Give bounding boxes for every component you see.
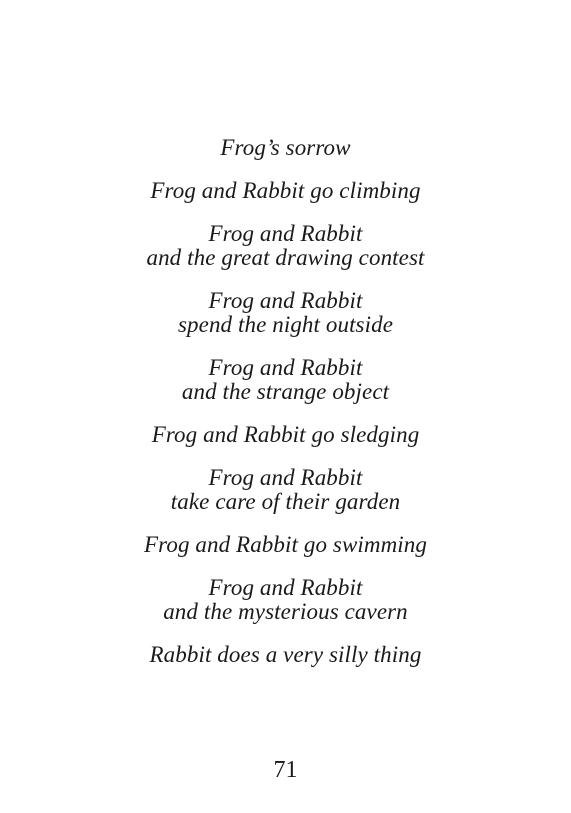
story-title — [0, 533, 571, 557]
story-title-line: Frog and Rabbit — [208, 575, 363, 600]
story-title-line: Frog and Rabbit — [208, 221, 363, 246]
story-title-line: Frog and Rabbit — [208, 465, 363, 490]
story-title-line: and the great drawing contest — [146, 245, 425, 270]
story-title-line: Frog and Rabbit go sledging — [151, 422, 420, 447]
story-title — [0, 643, 571, 667]
story-title-line: Frog and Rabbit go climbing — [150, 178, 421, 203]
story-title-line: Frog and Rabbit go swimming — [144, 532, 427, 557]
story-title — [0, 136, 571, 160]
story-title — [0, 576, 571, 624]
story-title-line: take care of their garden — [170, 489, 401, 514]
story-title — [0, 356, 571, 404]
story-title-line: Frog’s sorrow — [220, 135, 351, 160]
story-title-line: spend the night outside — [177, 312, 394, 337]
story-title — [0, 423, 571, 447]
story-title — [0, 466, 571, 514]
story-title — [0, 289, 571, 337]
page-number: 71 — [273, 757, 298, 783]
story-title-line: Rabbit does a very silly thing — [149, 642, 422, 667]
story-title-line: Frog and Rabbit — [208, 288, 363, 313]
story-title-line: and the strange object — [181, 379, 390, 404]
story-title-line: Frog and Rabbit — [208, 355, 363, 380]
story-title — [0, 179, 571, 203]
story-title-line: and the mysterious cavern — [163, 599, 408, 624]
story-title — [0, 222, 571, 270]
story-list — [0, 136, 571, 686]
